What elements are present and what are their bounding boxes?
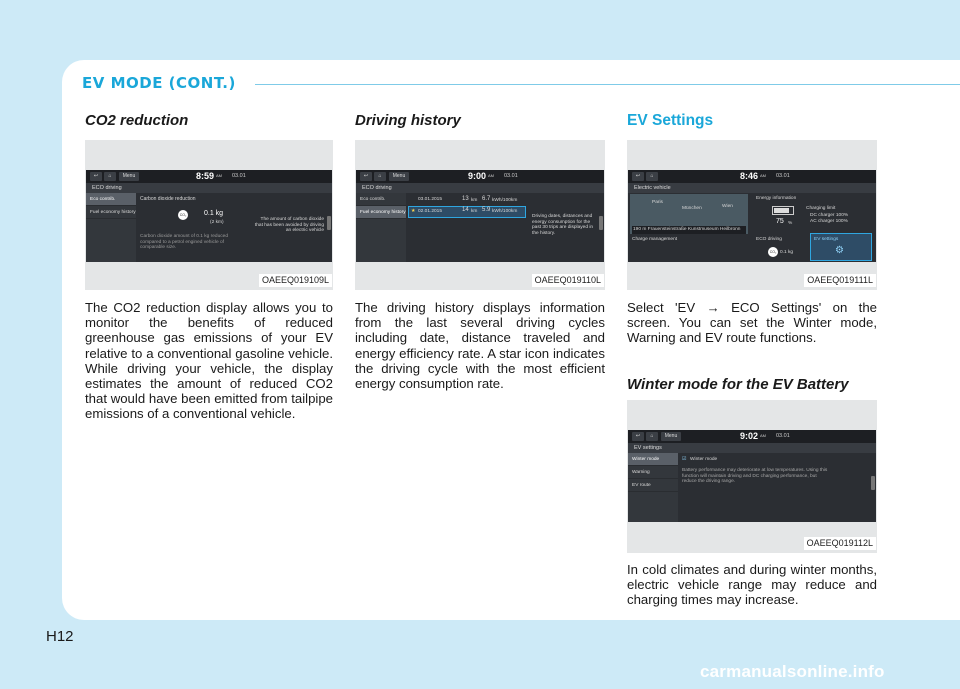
ampm: AM bbox=[760, 173, 766, 178]
co2-heading: CO2 reduction bbox=[85, 112, 189, 129]
menu-button: Menu bbox=[119, 172, 139, 181]
side-tab bbox=[327, 216, 331, 230]
screen-menu bbox=[86, 193, 136, 262]
battery-level: 75 bbox=[776, 218, 784, 225]
date: 03.01 bbox=[232, 173, 246, 179]
history-screen bbox=[356, 170, 604, 262]
menu-item: Eco contrib. bbox=[356, 193, 406, 206]
ev-settings-label: EV settings bbox=[814, 237, 839, 242]
screen-subtitle: Electric vehicle bbox=[628, 183, 876, 193]
battery-icon bbox=[772, 206, 794, 215]
co2-screen bbox=[86, 170, 332, 262]
menu-button: Menu bbox=[389, 172, 409, 181]
home-icon: ⌂ bbox=[104, 172, 116, 181]
co2-icon: CO₂ bbox=[178, 210, 188, 220]
screen-menu bbox=[356, 193, 406, 262]
section-title: EV MODE (CONT.) bbox=[82, 74, 236, 92]
clock: 8:59 bbox=[196, 171, 215, 181]
watermark: carmanualsonline.info bbox=[700, 662, 885, 681]
date: 03.01 bbox=[504, 173, 518, 179]
ampm: AM bbox=[760, 433, 766, 438]
menu-item: Fuel economy history bbox=[86, 206, 136, 219]
screen-menu bbox=[628, 453, 678, 522]
screen-subtitle: EV settings bbox=[628, 443, 876, 453]
screen-subtitle: ECO driving bbox=[356, 183, 604, 193]
ev-settings-body: Select 'EV → ECO Settings' on the screen. You can set the Winter mode, Warning and EV route functions. bbox=[627, 300, 877, 346]
map-label: Wien bbox=[722, 204, 733, 209]
history-row-unit: km bbox=[471, 209, 478, 214]
ev-settings-heading: EV Settings bbox=[627, 112, 714, 129]
winter-mode-option: Winter mode bbox=[690, 457, 718, 462]
image-code: OAEEQ019111L bbox=[804, 274, 876, 287]
ev-screen bbox=[628, 170, 876, 262]
home-icon: ⌂ bbox=[374, 172, 386, 181]
menu-item: Winter mode bbox=[628, 453, 678, 466]
date: 03.01 bbox=[776, 433, 790, 439]
image-code: OAEEQ019110L bbox=[532, 274, 604, 287]
history-row-date: 02.01.2015 bbox=[418, 209, 443, 214]
history-row-km: 13 bbox=[462, 196, 469, 202]
battery-unit: % bbox=[788, 221, 793, 226]
history-row-date: 03.01.2015 bbox=[418, 197, 443, 202]
clock: 8:46 bbox=[740, 171, 759, 181]
menu-item: Warning bbox=[628, 466, 678, 479]
history-image-panel bbox=[355, 140, 605, 290]
back-icon: ↩ bbox=[632, 432, 644, 441]
menu-button: Menu bbox=[661, 432, 681, 441]
map-label: Paris bbox=[652, 200, 663, 205]
home-icon: ⌂ bbox=[646, 172, 658, 181]
history-row-rate-unit: kWh/100km bbox=[492, 209, 518, 214]
co2-image-panel bbox=[85, 140, 333, 290]
ampm: AM bbox=[488, 173, 494, 178]
side-tab bbox=[599, 216, 603, 230]
star-icon: ★ bbox=[411, 209, 416, 214]
co2-side-text: The amount of carbon dioxide that has been avoided by driving an electric vehicle bbox=[254, 217, 324, 234]
back-icon: ↩ bbox=[632, 172, 644, 181]
route-text: 190 m Frauensteinstraße Kunstmuseum Heilbronn bbox=[632, 226, 746, 234]
history-row-km: 14 bbox=[462, 207, 469, 213]
history-row-rate: 5.9 bbox=[482, 207, 491, 213]
dc-charger: DC charger 100% bbox=[810, 213, 849, 218]
co2-distance: (2 km) bbox=[210, 220, 224, 225]
eco-value: 0.1 kg bbox=[780, 250, 794, 255]
history-row-rate-unit: kWh/100km bbox=[492, 198, 518, 203]
clock: 9:02 bbox=[740, 431, 759, 441]
co2-value: 0.1 kg bbox=[204, 210, 224, 217]
history-side-text: Driving dates, distances and energy consumption for the past 30 trips are displayed in the history. bbox=[532, 214, 594, 236]
history-row-rate: 6.7 bbox=[482, 196, 491, 202]
co2-note: Carbon dioxide amount of 0.1 kg reduced compared to a petrol engined vehicle of comparable size. bbox=[140, 234, 228, 251]
winter-mode-desc: Battery performance may deteriorate at low temperatures. Using this function will maintain driving and DC charging performance, but reduce the driving range. bbox=[682, 468, 828, 485]
checkbox-icon: ☑ bbox=[682, 457, 687, 462]
map-label: München bbox=[682, 206, 702, 211]
back-icon: ↩ bbox=[90, 172, 102, 181]
side-tab bbox=[871, 476, 875, 490]
co2-body: The CO2 reduction display allows you to monitor the benefits of reduced greenhouse gas emissions of your EV relative to a conventional gasoline vehicle. While driving your vehicle, the display estimates the amount of reduced CO2 that would have been emitted from tailpipe emissions of a conventional vehicle. bbox=[85, 300, 333, 422]
winter-body: In cold climates and during winter months, electric vehicle range may reduce and charging times may increase. bbox=[627, 562, 877, 608]
menu-item: EV route bbox=[628, 479, 678, 492]
ev-settings-image-panel bbox=[627, 140, 877, 290]
co2-icon: CO₂ bbox=[768, 247, 778, 257]
winter-screen bbox=[628, 430, 876, 522]
winter-mode-heading: Winter mode for the EV Battery bbox=[627, 376, 849, 393]
ac-charger: AC charger 100% bbox=[810, 219, 848, 224]
menu-item: Eco contrib. bbox=[86, 193, 136, 206]
map-view bbox=[630, 194, 748, 234]
driving-history-heading: Driving history bbox=[355, 112, 461, 129]
ampm: AM bbox=[216, 173, 222, 178]
winter-image-panel bbox=[627, 400, 877, 553]
ev-settings-highlight bbox=[810, 233, 872, 261]
image-code: OAEEQ019112L bbox=[804, 537, 876, 550]
history-body: The driving history displays information from the last several driving cycles including date, distance traveled and energy efficiency rate. A star icon indicates the driving cycle with the most efficient energy consumption rate. bbox=[355, 300, 605, 392]
page-number: H12 bbox=[46, 628, 74, 645]
screen-subtitle: ECO driving bbox=[86, 183, 332, 193]
home-icon: ⌂ bbox=[646, 432, 658, 441]
image-code: OAEEQ019109L bbox=[259, 274, 332, 287]
menu-item: Fuel economy history bbox=[356, 206, 406, 219]
gear-icon: ⚙ bbox=[835, 245, 844, 256]
history-row-unit: km bbox=[471, 198, 478, 203]
charge-limit: Charging limit bbox=[806, 206, 836, 211]
panel-title: Carbon dioxide reduction bbox=[140, 196, 196, 202]
section-rule bbox=[255, 84, 960, 85]
energy-title: Energy information bbox=[756, 196, 797, 201]
date: 03.01 bbox=[776, 173, 790, 179]
eco-driving: ECO driving bbox=[756, 237, 782, 242]
back-icon: ↩ bbox=[360, 172, 372, 181]
clock: 9:00 bbox=[468, 171, 487, 181]
charge-management: Charge management bbox=[632, 237, 678, 242]
